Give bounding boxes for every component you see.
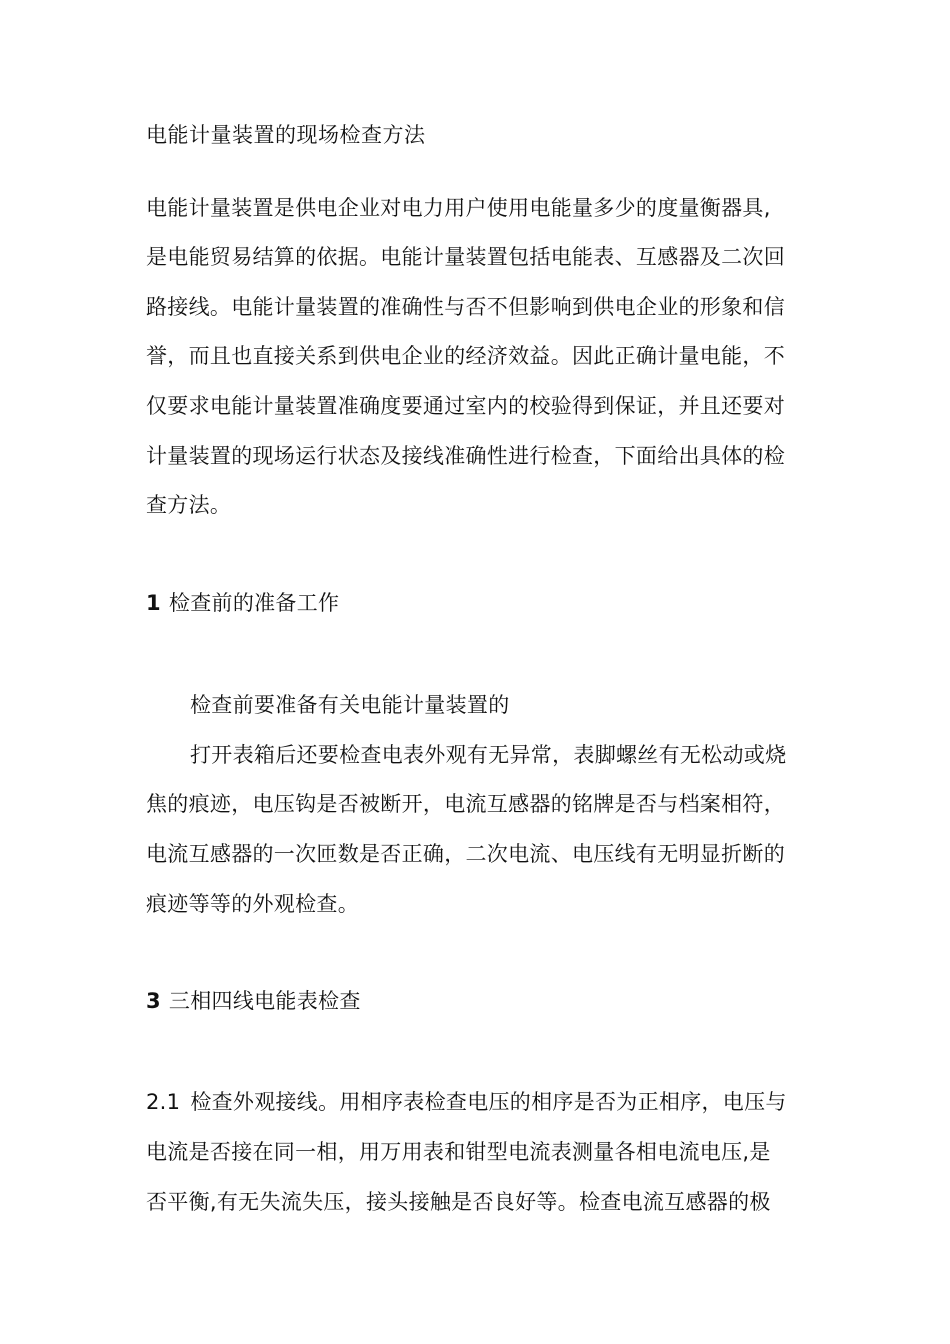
intro-line: 是电能贸易结算的依据。电能计量装置包括电能表、互感器及二次回	[146, 245, 785, 269]
intro-line: 查方法。	[146, 493, 232, 517]
section-1-paragraph: 检查前要准备有关电能计量装置的	[190, 693, 510, 717]
section-1-line: 打开表箱后还要检查电表外观有无异常，表脚螺丝有无松动或烧	[190, 743, 787, 767]
document-title: 电能计量装置的现场检查方法	[146, 123, 426, 147]
intro-line: 路接线。电能计量装置的准确性与否不但影响到供电企业的形象和信	[146, 295, 785, 319]
intro-line: 誉，而且也直接关系到供电企业的经济效益。因此正确计量电能，不	[146, 344, 785, 368]
section-1-line: 痕迹等等的外观检查。	[146, 892, 359, 916]
subsection-number: 2.1	[146, 1090, 181, 1114]
section-2-1-line: 否平衡,有无失流失压，接头接触是否良好等。检查电流互感器的极	[146, 1190, 771, 1214]
section-1-heading	[146, 588, 808, 618]
section-number: 3	[146, 989, 161, 1013]
section-1-line: 焦的痕迹，电压钩是否被断开，电流互感器的铭牌是否与档案相符，	[146, 792, 785, 816]
section-2-1-line: 电流是否接在同一相，用万用表和钳型电流表测量各相电流电压,是	[146, 1140, 771, 1164]
section-3-heading	[146, 986, 808, 1016]
intro-line: 仅要求电能计量装置准确度要通过室内的校验得到保证，并且还要对	[146, 394, 785, 418]
intro-line: 计量装置的现场运行状态及接线准确性进行检查，下面给出具体的检	[146, 444, 785, 468]
subsection-text: 检查外观接线。用相序表检查电压的相序是否为正相序，电压与	[190, 1090, 787, 1114]
section-1-line: 电流互感器的一次匝数是否正确，二次电流、电压线有无明显折断的	[146, 842, 785, 866]
intro-line: 电能计量装置是供电企业对电力用户使用电能量多少的度量衡器具,	[146, 196, 771, 220]
section-number: 1	[146, 591, 161, 615]
section-2-1-line	[146, 1087, 808, 1117]
section-title: 检查前的准备工作	[168, 591, 340, 615]
section-title: 三相四线电能表检查	[168, 989, 361, 1013]
